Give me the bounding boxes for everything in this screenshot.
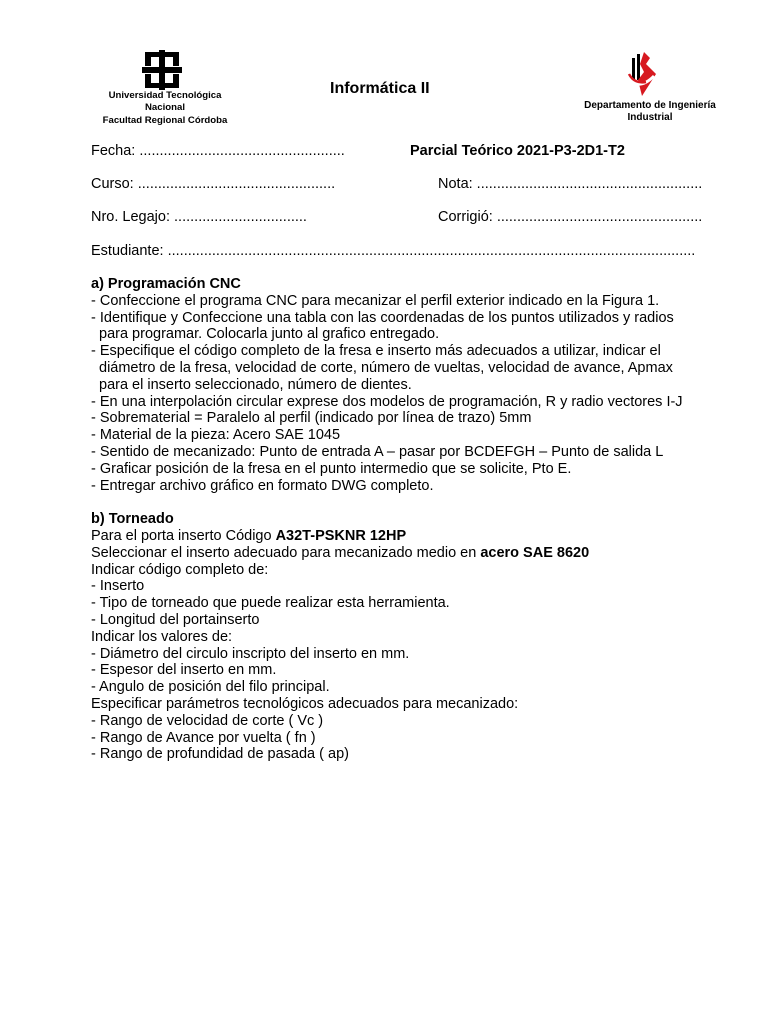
corrected-by-field[interactable]: Corrigió: ................................................... bbox=[438, 209, 703, 225]
department-line: Departamento de Ingeniería bbox=[584, 100, 716, 111]
section-a-line: - Identifique y Confeccione una tabla con las coordenadas de los puntos utilizados y radios bbox=[91, 309, 674, 326]
section-a-line: - Sobrematerial = Paralelo al perfil (indicado por línea de trazo) 5mm bbox=[91, 410, 532, 427]
indicate-code-line: Indicar código completo de: bbox=[91, 561, 269, 578]
grade-field[interactable]: Nota: ........................................................ bbox=[438, 176, 703, 192]
section-a-line: - Graficar posición de la fresa en el punto intermedio que se solicite, Pto E. bbox=[91, 460, 572, 477]
section-a-line: diámetro de la fresa, velocidad de corte, número de vueltas, velocidad de avance, Apmax bbox=[99, 359, 673, 376]
holder-line bbox=[91, 528, 741, 545]
param-item: - Rango de profundidad de pasada ( ap) bbox=[91, 746, 349, 763]
date-field[interactable]: Fecha: ................................................... bbox=[91, 143, 345, 159]
param-item: - Rango de Avance por vuelta ( fn ) bbox=[91, 729, 316, 746]
section-a-line: - Sentido de mecanizado: Punto de entrada A – pasar por BCDEFGH – Punto de salida L bbox=[91, 443, 664, 460]
file-number-field[interactable]: Nro. Legajo: ................................. bbox=[91, 209, 307, 225]
department-name bbox=[560, 100, 740, 125]
document-title: Informática II bbox=[330, 80, 430, 97]
student-field[interactable]: Estudiante: ................................................................................................................................... bbox=[91, 243, 696, 259]
holder-prefix: Para el porta inserto Código bbox=[91, 527, 276, 544]
utn-logo-icon bbox=[142, 50, 182, 90]
code-item: - Longitud del portainserto bbox=[91, 611, 260, 628]
section-a-line: - Entregar archivo gráfico en formato DWG completo. bbox=[91, 477, 434, 494]
university-line: Facultad Regional Córdoba bbox=[102, 114, 228, 126]
section-a-line: para el inserto seleccionado, número de dientes. bbox=[99, 376, 412, 393]
params-intro-line: Especificar parámetros tecnológicos adecuados para mecanizado: bbox=[91, 695, 519, 712]
value-item: - Angulo de posición del filo principal. bbox=[91, 679, 330, 696]
course-field[interactable]: Curso: ................................................. bbox=[91, 176, 336, 192]
university-name bbox=[80, 90, 250, 127]
indicate-values-line: Indicar los valores de: bbox=[91, 628, 233, 645]
section-b-heading: b) Torneado bbox=[91, 511, 174, 528]
code-item: - Inserto bbox=[91, 578, 145, 595]
university-line: Nacional bbox=[145, 102, 185, 114]
industrial-engineering-logo-icon bbox=[620, 50, 660, 100]
param-item: - Rango de velocidad de corte ( Vc ) bbox=[91, 712, 324, 729]
section-a-line: - En una interpolación circular exprese dos modelos de programación, R y radio vectores I-J bbox=[91, 393, 683, 410]
value-item: - Diámetro del circulo inscripto del inserto en mm. bbox=[91, 645, 410, 662]
section-a-heading: a) Programación CNC bbox=[91, 276, 241, 292]
section-a-line: - Material de la pieza: Acero SAE 1045 bbox=[91, 427, 341, 444]
university-line: Universidad Tecnológica bbox=[108, 90, 222, 101]
section-a-line: - Especifique el código completo de la fresa e inserto más adecuados a utilizar, indicar el bbox=[91, 343, 661, 360]
exam-code: Parcial Teórico 2021-P3-2D1-T2 bbox=[410, 143, 625, 159]
exam-body bbox=[91, 276, 741, 763]
department-line: Industrial bbox=[627, 112, 673, 124]
section-a-line: para programar. Colocarla junto al grafico entregado. bbox=[99, 326, 440, 343]
select-material: acero SAE 8620 bbox=[480, 544, 590, 561]
select-prefix: Seleccionar el inserto adecuado para mecanizado medio en bbox=[91, 544, 481, 561]
select-line bbox=[91, 545, 741, 562]
holder-code: A32T-PSKNR 12HP bbox=[275, 527, 407, 544]
code-item: - Tipo de torneado que puede realizar esta herramienta. bbox=[91, 595, 450, 612]
value-item: - Espesor del inserto en mm. bbox=[91, 662, 277, 679]
section-a-line: - Confeccione el programa CNC para mecanizar el perfil exterior indicado en la Figura 1. bbox=[91, 292, 660, 309]
